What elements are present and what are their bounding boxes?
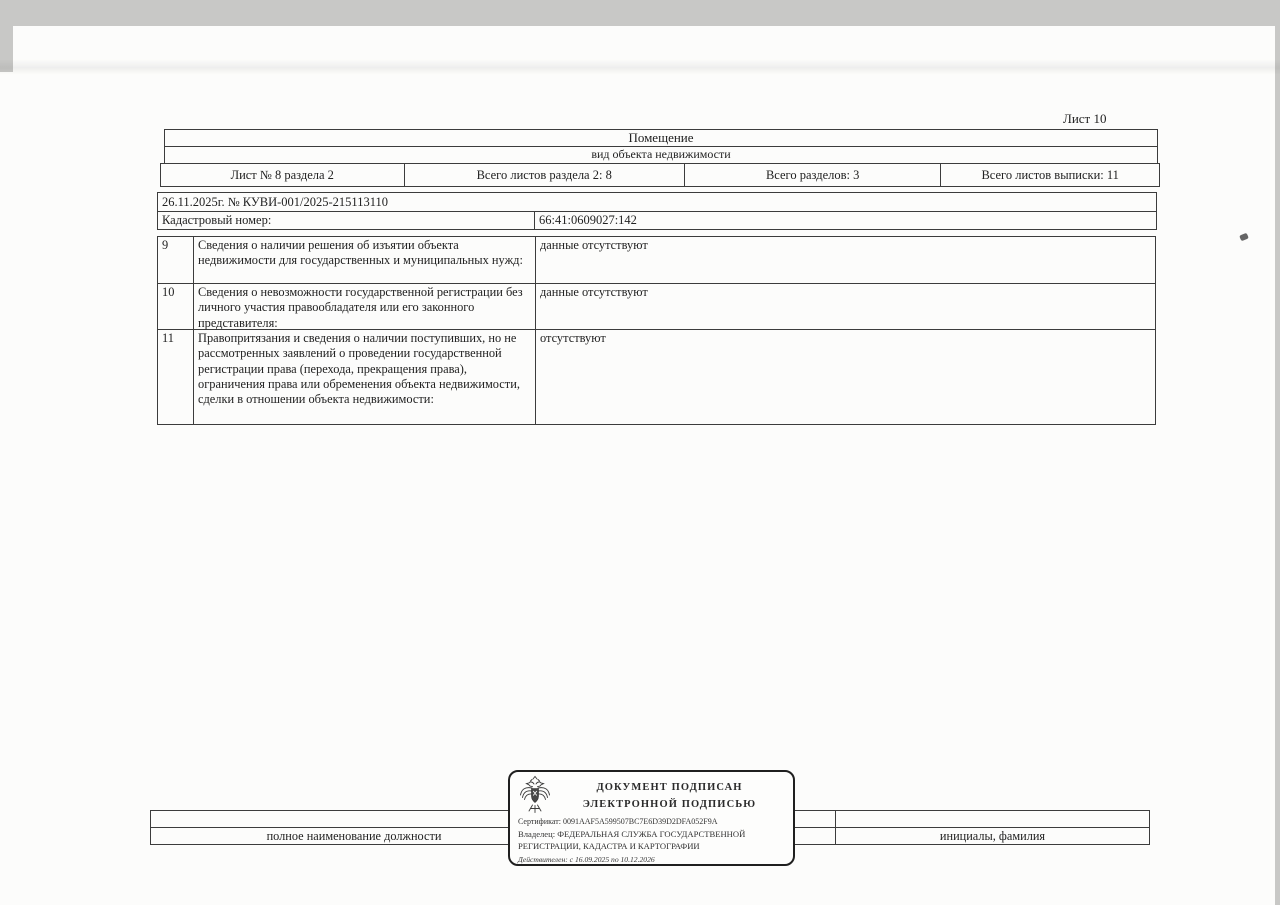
row-number: 10 (158, 284, 194, 329)
table-row (158, 283, 1155, 329)
cadastral-number-label: Кадастровый номер: (158, 212, 535, 229)
row-label: Сведения о невозможности государственной регистрации без личного участия правообладателя или его законного представителя: (194, 284, 536, 329)
row-number: 9 (158, 237, 194, 283)
signature-position-blank (151, 811, 557, 828)
stamp-validity: Действителен: с 16.09.2025 по 10.12.2026 (518, 855, 655, 864)
signature-position-label: полное наименование должности (266, 828, 442, 843)
cadastral-number-row (157, 211, 1157, 230)
row-value: отсутствуют (540, 331, 606, 345)
object-type-box (164, 129, 1158, 164)
info-table (157, 236, 1156, 425)
signature-position-box (150, 810, 558, 845)
sheet-info-section-sheet: Лист № 8 раздела 2 (161, 164, 405, 186)
stamp-certificate: Сертификат: 0091AAF5A599507BC7E6D39D2DFA052F9A (518, 817, 718, 826)
signature-name-blank (836, 811, 1149, 828)
signature-name-box (835, 810, 1150, 845)
sheet-info-section-total: Всего листов раздела 2: 8 (405, 164, 685, 186)
sheet-info-row (160, 163, 1160, 187)
digital-signature-stamp (508, 770, 795, 866)
row-value: данные отсутствуют (540, 285, 648, 299)
sheet-info-extract-total: Всего листов выписки: 11 (981, 167, 1119, 182)
signature-name-label: инициалы, фамилия (939, 828, 1046, 843)
table-row (158, 237, 1155, 283)
row-label: Сведения о наличии решения об изъятии объекта недвижимости для государственных и муниципальных нужд: (194, 237, 536, 283)
table-row (158, 329, 1155, 424)
stamp-owner-line1: Владелец: ФЕДЕРАЛЬНАЯ СЛУЖБА ГОСУДАРСТВЕННОЙ (518, 829, 746, 839)
cadastral-number-value: 66:41:0609027:142 (539, 213, 637, 227)
row-label: Правопритязания и сведения о наличии поступивших, но не рассмотренных заявлений о проведении государственной регистрации права (перехода, прекращения права), ограничения права или обременения объекта недвижимости, сделки в отношении объекта недвижимости: (194, 330, 536, 424)
sheet-info-sections-total: Всего разделов: 3 (685, 164, 941, 186)
stamp-owner-line2: РЕГИСТРАЦИИ, КАДАСТРА И КАРТОГРАФИИ (518, 841, 700, 851)
row-number: 11 (158, 330, 194, 424)
paper-sheet-left-edge (0, 72, 13, 905)
stamp-title-line2: ЭЛЕКТРОННОЙ ПОДПИСЬЮ (582, 799, 757, 810)
sheet-number-label: Лист 10 (1063, 111, 1107, 126)
stamp-title-line1: ДОКУМЕНТ ПОДПИСАН (596, 782, 743, 793)
request-number-row: 26.11.2025г. № КУВИ-001/2025-215113110 (157, 192, 1157, 212)
object-type-caption: вид объекта недвижимости (165, 146, 1157, 162)
object-type-value: Помещение (628, 130, 694, 145)
coat-of-arms-icon (518, 775, 552, 815)
row-value: данные отсутствуют (540, 238, 648, 252)
